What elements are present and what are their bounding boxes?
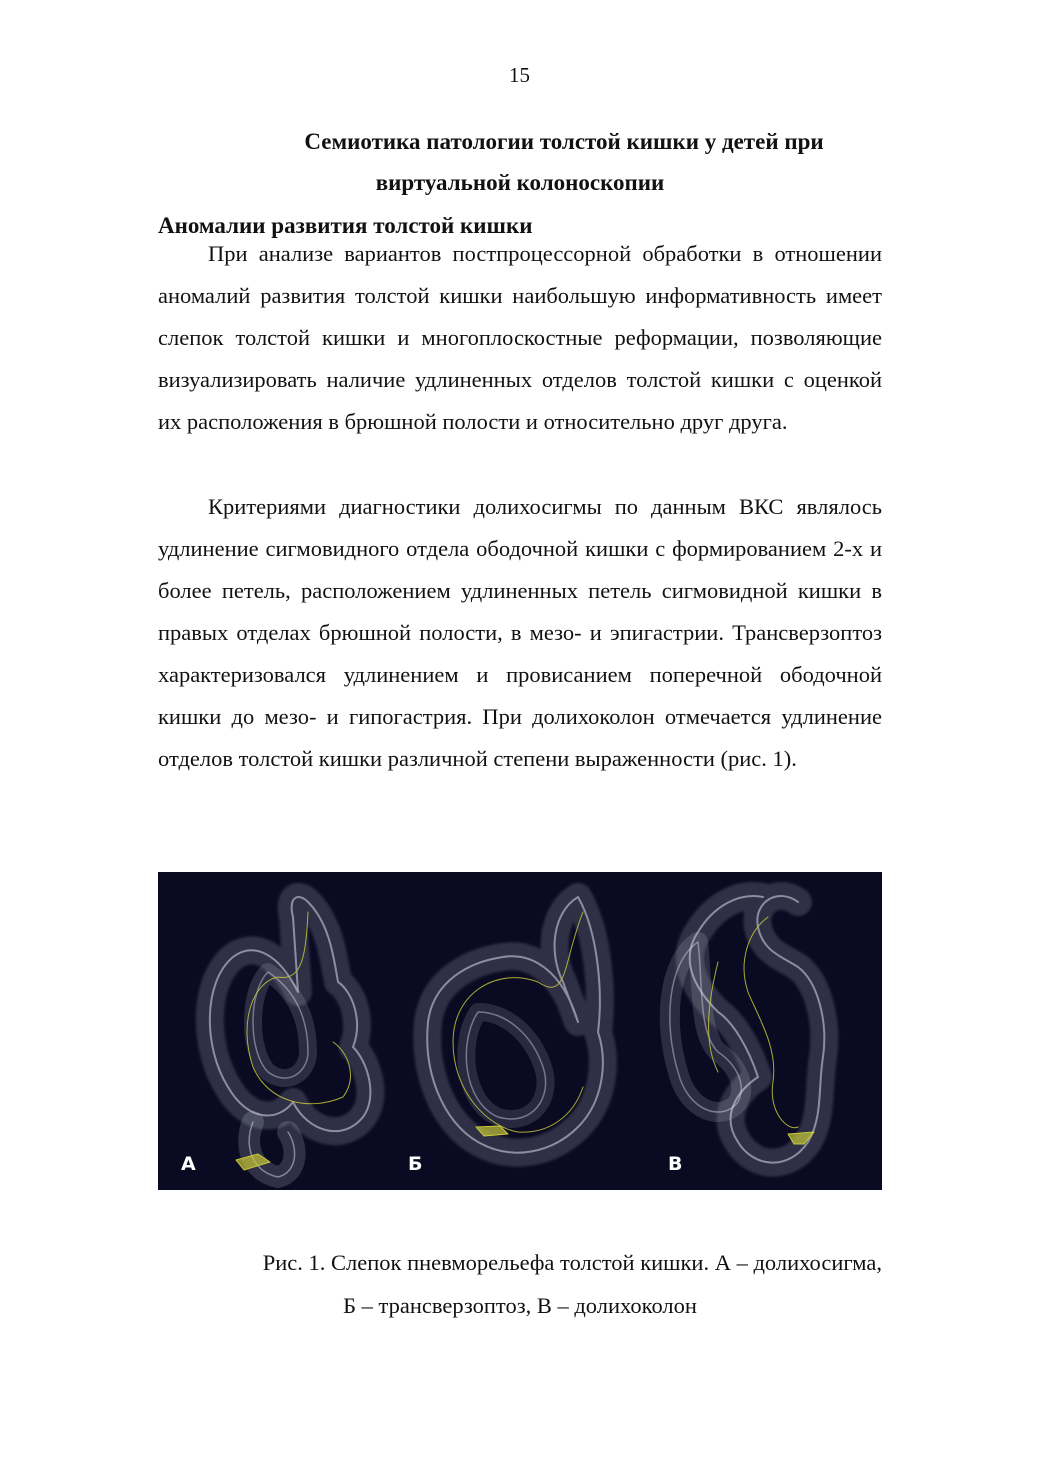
panel-c-colon-cast [670,896,824,1163]
panel-a-colon-cast [210,897,371,1177]
section-heading: Аномалии развития толстой кишки [158,213,533,238]
page-title-line-1: Семиотика патологии толстой кишки у детей при [304,129,824,154]
figure-caption-line-2: Б – трансверзоптоз, В – долихоколон [343,1293,697,1318]
paragraph-1: При анализе вариантов постпроцессорной обработки в отношении аномалий развития толстой кишки наибольшую информативность имеет слепок толстой кишки и многоплоскостные реформации, позволяющие визуализировать наличие удлиненных отделов толстой кишки с оценкой их расположения в брюшной полости и относительно друг друга. [158,241,882,434]
paragraph-2: Критериями диагностики долихосигмы по данным ВКС являлось удлинение сигмовидного отдела ободочной кишки с формированием 2-х и более петель, расположением удлиненных петель сигмовидной кишки в правых отделах брюшной полости, в мезо- и эпигастрии. Трансверзоптоз характеризовался удлинением и провисанием поперечной ободочной кишки до мезо- и гипогастрия. При долихоколон отмечается удлинение отделов толстой кишки различной степени выраженности (рис. 1). [158,494,882,771]
figure-image [158,872,882,1190]
page-number: 15 [509,63,530,87]
panel-b-colon-cast [427,897,603,1153]
figure-colon-casts [158,872,882,1190]
page-title-line-2: виртуальной колоноскопии [375,170,665,195]
panel-label-a: А [181,1153,196,1175]
figure-caption-line-1: Рис. 1. Слепок пневморельефа толстой кишки. А – долихосигма, [262,1250,882,1275]
panel-label-c: В [668,1153,683,1175]
panel-label-b: Б [408,1153,423,1175]
